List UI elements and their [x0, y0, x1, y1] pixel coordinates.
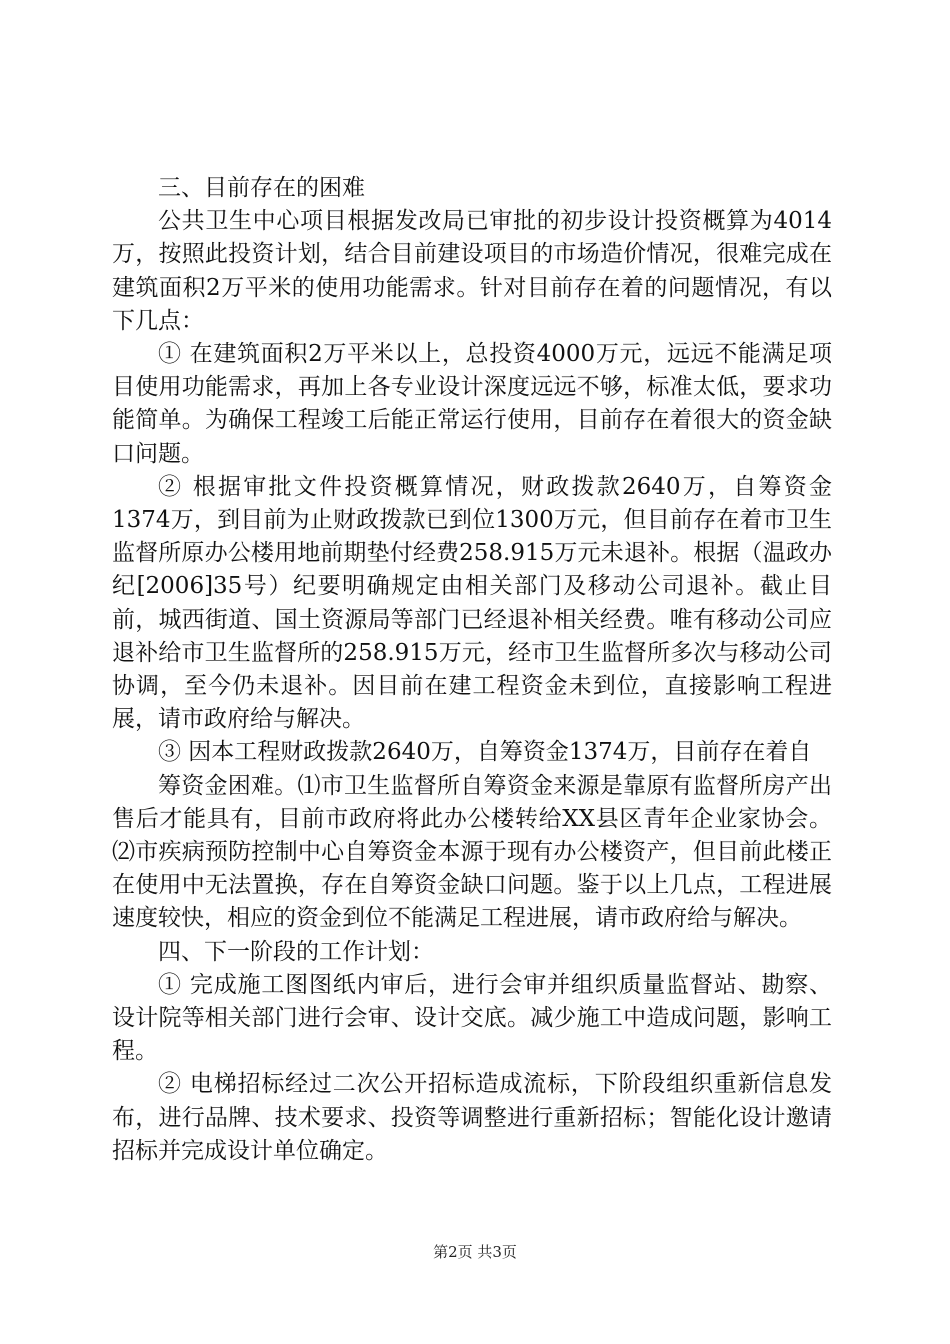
section-heading-difficulties: 三、目前存在的困难	[158, 175, 365, 201]
section-heading-next-plan: 四、下一阶段的工作计划：	[158, 938, 434, 965]
paragraph-plan-1: ① 完成施工图图纸内审后，进行会审并组织质量监督站、勘察、设计院等相关部门进行会审、设计交底。减少施工中造成问题，影响工程。	[112, 971, 832, 1065]
paragraph-item-1: ① 在建筑面积2万平米以上，总投资4000万元，远远不能满足项目使用功能需求，再加上各专业设计深度远远不够，标准太低，要求功能简单。为确保工程竣工后能正常运行使用，目前存在着很大的资金缺口问题。	[112, 341, 832, 467]
page-footer: 第2页 共3页	[433, 1243, 517, 1261]
paragraph-item-3-continued: 筹资金困难。⑴市卫生监督所自筹资金来源是靠原有监督所房产出售后才能具有，目前市政府将此办公楼转给XX县区青年企业家协会。⑵市疾病预防控制中心自筹资金本源于现有办公楼资产，但目前此楼正在使用中无法置换，存在自筹资金缺口问题。鉴于以上几点，工程进展速度较快，相应的资金到位不能满足工程进展，请市政府给与解决。	[112, 772, 832, 932]
paragraph-plan-2: ② 电梯招标经过二次公开招标造成流标，下阶段组织重新信息发布，进行品牌、技术要求、投资等调整进行重新招标；智能化设计邀请招标并完成设计单位确定。	[112, 1071, 832, 1164]
document-body	[112, 172, 832, 1168]
paragraph-item-2: ② 根据审批文件投资概算情况，财政拨款2640万，自筹资金1374万，到目前为止财政拨款已到位1300万元，但目前存在着市卫生监督所原办公楼用地前期垫付经费258.915万元未退补。根据（温政办纪[2006]35号）纪要明确规定由相关部门及移动公司退补。截止目前，城西街道、国土资源局等部门已经退补相关经费。唯有移动公司应退补给市卫生监督所的258.915万元，经市卫生监督所多次与移动公司协调，至今仍未退补。因目前在建工程资金未到位，直接影响工程进展，请市政府给与解决。	[112, 473, 832, 733]
paragraph-intro: 公共卫生中心项目根据发改局已审批的初步设计投资概算为4014万，按照此投资计划，结合目前建设项目的市场造价情况，很难完成在建筑面积2万平米的使用功能需求。针对目前存在着的问题情况，有以下几点：	[112, 208, 832, 334]
paragraph-item-3: ③ 因本工程财政拨款2640万，自筹资金1374万，目前存在着自	[158, 739, 812, 766]
